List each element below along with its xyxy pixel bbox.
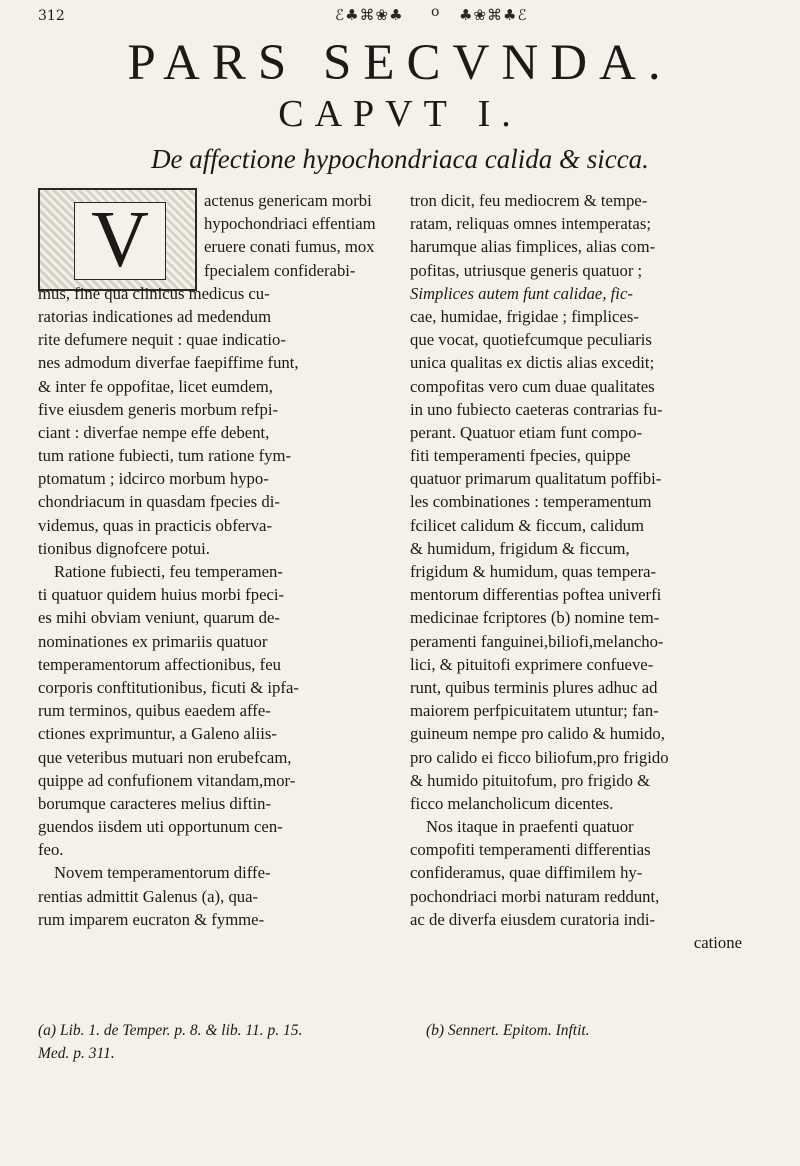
- footnotes: [38, 1020, 778, 1066]
- text-line: quatuor primarum qualitatum poffibi-: [410, 469, 662, 489]
- text-line: rum imparem eucraton & fymme-: [38, 909, 265, 929]
- text-line: Simplices autem funt calidae, fic-: [410, 283, 633, 303]
- text-line: maiorem perfpicuitatem utuntur; fan-: [410, 701, 659, 721]
- text-line: pochondriaci morbi naturam reddunt,: [410, 886, 660, 906]
- footnote-a: (a) Lib. 1. de Temper. p. 8. & lib. 11. p. 15.: [38, 1022, 303, 1039]
- text-line: quippe ad confufionem vitandam,mor-: [38, 770, 296, 790]
- text-line: Nos itaque in praefenti quatuor: [426, 817, 634, 837]
- text-line: perant. Quatuor etiam funt compo-: [410, 422, 643, 442]
- text-line: ti quatuor quidem huius morbi fpeci-: [38, 585, 285, 605]
- text-line: feo.: [38, 840, 64, 860]
- text-line: fcilicet calidum & ficcum, calidum: [410, 515, 644, 535]
- text-line: five eiusdem generis morbum refpi-: [38, 399, 279, 419]
- text-line: ratam, reliquas omnes intemperatas;: [410, 214, 651, 234]
- text-line: mentorum differentias poftea univerfi: [410, 585, 662, 605]
- text-line: lici, & pituitofi exprimere confueve-: [410, 654, 654, 674]
- text-line: rum terminos, quibus eaedem affe-: [38, 701, 271, 721]
- text-line: que vocat, quotiefcumque peculiaris: [410, 330, 652, 350]
- drop-cap-letter: V: [91, 196, 149, 284]
- text-line: & humido pituitofum, pro frigido &: [410, 770, 651, 790]
- text-line: Novem temperamentorum diffe-: [54, 863, 271, 883]
- text-line: pofitas, utriusque generis quatuor ;: [410, 260, 643, 280]
- text-line: ficco melancholicum dicentes.: [410, 793, 614, 813]
- text-line: fiti temperamenti fpecies, quippe: [410, 446, 631, 466]
- text-line: chondriacum in quasdam fpecies di-: [38, 492, 280, 512]
- text-line: guineum nempe pro calido & humido,: [410, 724, 665, 744]
- ornament-right-icon: ♣❀⌘♣ℰ: [459, 6, 528, 24]
- text-line: ctiones exprimuntur, a Galeno aliis-: [38, 724, 277, 744]
- text-line: videmus, quas in practicis obferva-: [38, 515, 273, 535]
- text-line: borumque caracteres melius diftin-: [38, 793, 272, 813]
- text-line: nes admodum diverfae faepiffime funt,: [38, 353, 299, 373]
- text-line: Ratione fubiecti, feu temperamen-: [54, 562, 283, 581]
- text-line: in uno fubiecto caeteras contrarias fu-: [410, 399, 663, 419]
- text-line: eruere conati fumus, mox: [204, 237, 375, 257]
- text-line: nominationes ex primariis quatuor: [38, 631, 268, 651]
- text-line: medicinae fcriptores (b) nomine tem-: [410, 608, 660, 628]
- text-line: que veteribus mutuari non erubefcam,: [38, 747, 292, 767]
- text-line: rentias admittit Galenus (a), qua-: [38, 886, 259, 906]
- text-line: es mihi obviam veniunt, quarum de-: [38, 608, 280, 628]
- text-line: ptomatum ; idcirco morbum hypo-: [38, 469, 269, 489]
- text-line: confideramus, quae diffimilem hy-: [410, 863, 643, 883]
- text-line: guendos iisdem uti opportunum cen-: [38, 817, 283, 837]
- text-line: tum ratione fubiecti, tum ratione fym-: [38, 446, 292, 466]
- text-line: & humidum, frigidum & ficcum,: [410, 538, 630, 558]
- right-text-column: [410, 189, 750, 954]
- text-line: actenus genericam morbi: [204, 191, 372, 210]
- text-line: corporis conftitutionibus, ficuti & ipfa-: [38, 677, 299, 697]
- text-line: & inter fe oppofitae, licet eumdem,: [38, 376, 273, 396]
- text-line: compofitas vero cum duae qualitates: [410, 376, 655, 396]
- text-line: hypochondriaci effentiam: [204, 214, 376, 234]
- text-line: ac de diverfa eiusdem curatoria indi-: [410, 909, 656, 929]
- text-line: mus, fine qua clinicus medicus cu-: [38, 283, 270, 303]
- text-line: runt, quibus terminis plures adhuc ad: [410, 677, 658, 697]
- footnote-b: (b) Sennert. Epitom. Inftit.: [426, 1022, 590, 1039]
- left-text-column: [38, 189, 378, 931]
- text-line: les combinationes : temperamentum: [410, 492, 652, 512]
- text-line: compofiti temperamenti differentias: [410, 840, 651, 860]
- page-number: 312: [38, 8, 65, 24]
- ornament-center-icon: o: [431, 4, 441, 20]
- text-line: pro calido ei ficco biliofum,pro frigido: [410, 747, 669, 767]
- text-line: ciant : diverfae nempe effe debent,: [38, 422, 270, 442]
- text-line: tionibus dignofcere potui.: [38, 538, 210, 558]
- text-line: cae, humidae, frigidae ; fimplices-: [410, 306, 639, 326]
- chapter-title: CAPVT I.: [278, 93, 522, 135]
- part-title: PARS SECVNDA.: [127, 35, 673, 91]
- text-line: peramenti fanguinei,biliofi,melancho-: [410, 631, 664, 651]
- text-line: temperamentorum affectionibus, feu: [38, 654, 281, 674]
- text-line: rite defumere nequit : quae indicatio-: [38, 330, 286, 350]
- text-line: fpecialem confiderabi-: [204, 260, 356, 280]
- text-line: ratorias indicationes ad medendum: [38, 306, 272, 326]
- text-line: tron dicit, feu mediocrem & tempe-: [410, 191, 648, 210]
- footnote-a-continued: Med. p. 311.: [38, 1045, 115, 1063]
- text-line: harumque alias fimplices, alias com-: [410, 237, 656, 257]
- ornament-left-icon: ℰ♣⌘❀♣: [335, 6, 404, 24]
- section-title: De affectione hypochondriaca calida & sicca.: [151, 144, 649, 174]
- text-line: frigidum & humidum, quas tempera-: [410, 562, 657, 581]
- text-line: unica qualitas ex dictis alias excedit;: [410, 353, 655, 373]
- catchword: catione: [693, 933, 742, 952]
